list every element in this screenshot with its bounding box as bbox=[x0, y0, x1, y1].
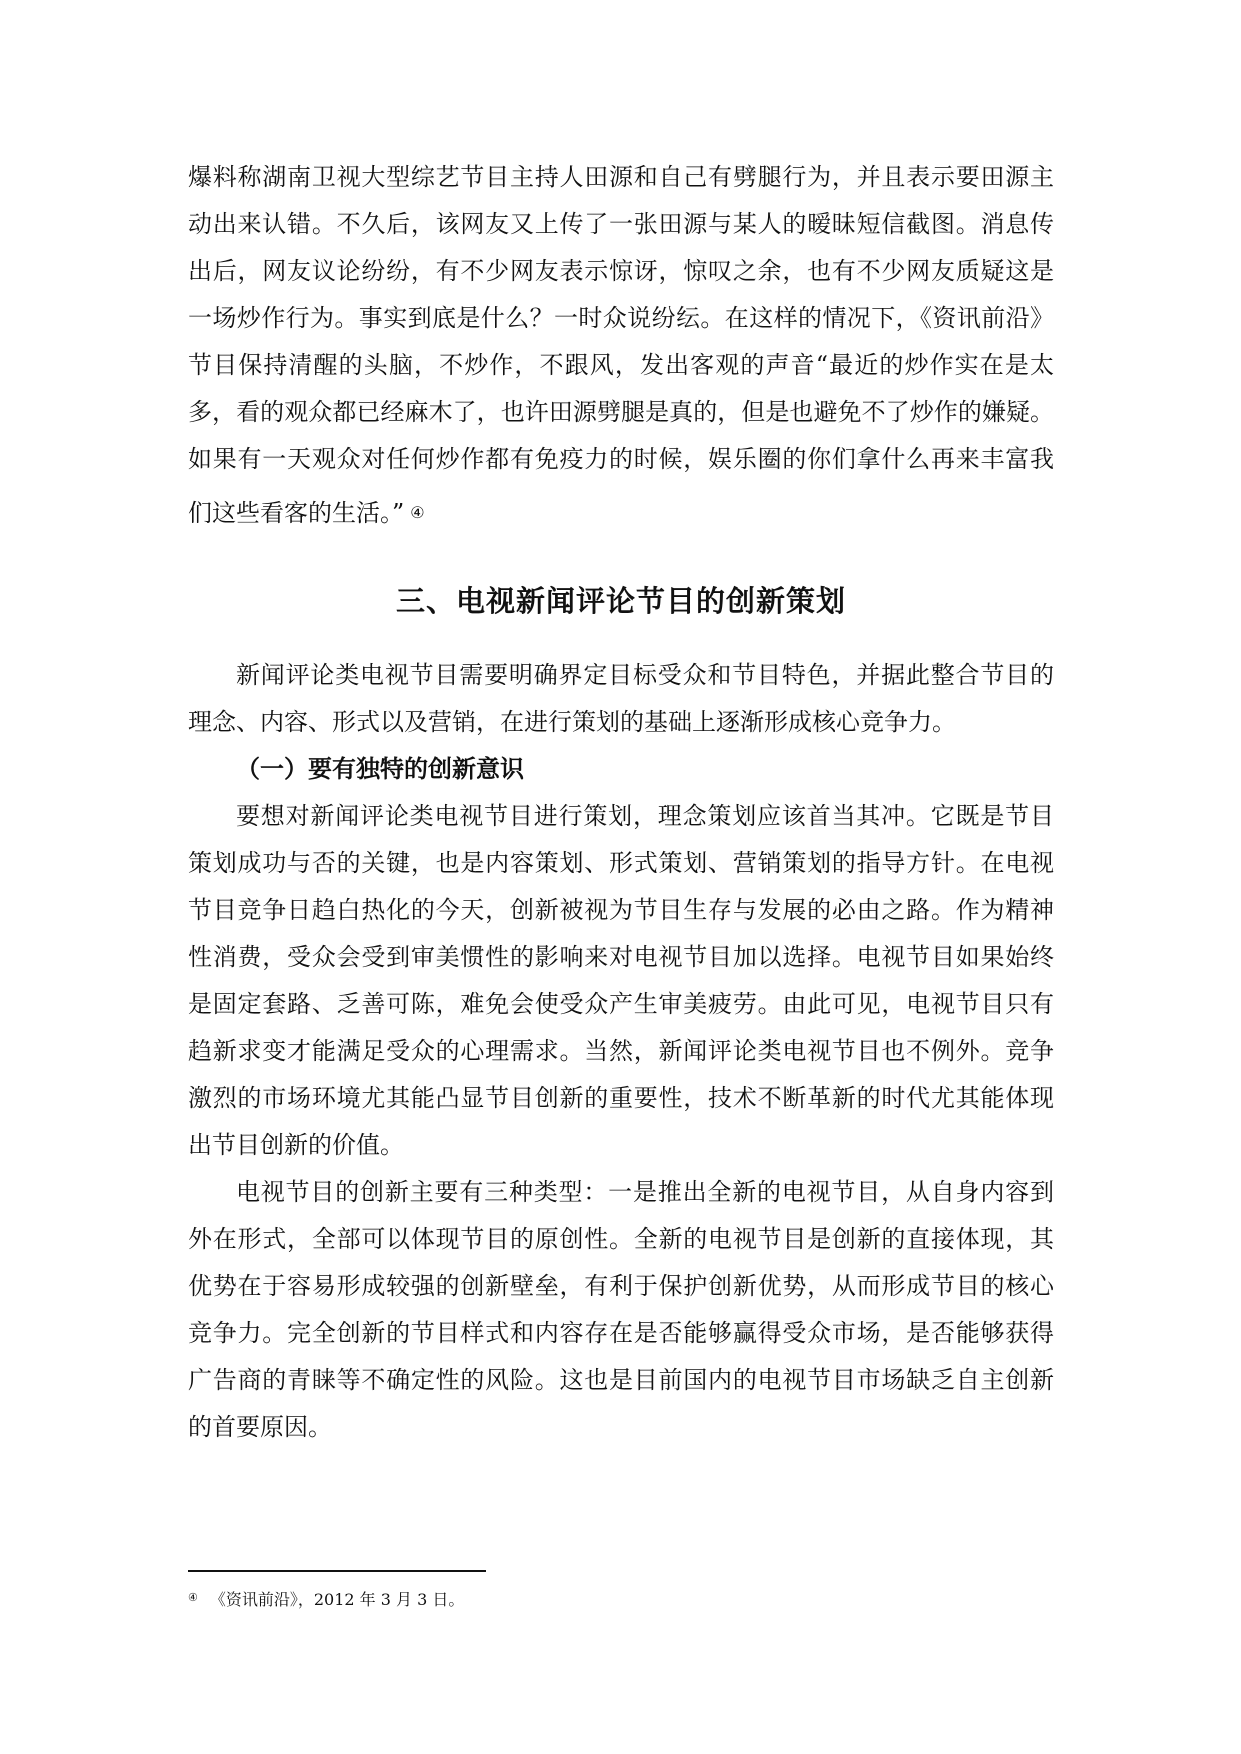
text-line: 出后，网友议论纷纷，有不少网友表示惊讶，惊叹之余，也有不少网友质疑这是 bbox=[188, 257, 1054, 285]
text-line: 优势在于容易形成较强的创新壁垒，有利于保护创新优势，从而形成节目的核心 bbox=[188, 1272, 1054, 1300]
footnote-number: ④ bbox=[188, 1591, 198, 1604]
text-line-end: 们这些看客的生活。” bbox=[188, 499, 405, 527]
text-line: 新闻评论类电视节目需要明确界定目标受众和节目特色，并据此整合节目的 bbox=[236, 661, 1054, 689]
text-line: 动出来认错。不久后，该网友又上传了一张田源与某人的暧昧短信截图。消息传 bbox=[188, 210, 1054, 238]
text-line: 如果有一天观众对任何炒作都有免疫力的时候，娱乐圈的你们拿什么再来丰富我 bbox=[188, 445, 1054, 473]
section-heading: 三、电视新闻评论节目的创新策划 bbox=[395, 584, 846, 618]
text-line: 策划成功与否的关键，也是内容策划、形式策划、营销策划的指导方针。在电视 bbox=[188, 849, 1054, 877]
text-line: 节目竞争日趋白热化的今天，创新被视为节目生存与发展的必由之路。作为精神 bbox=[188, 896, 1054, 924]
body-paragraph-1 bbox=[188, 793, 1054, 1169]
intro-paragraph bbox=[188, 652, 1054, 746]
text-line: 多，看的观众都已经麻木了，也许田源劈腿是真的，但是也避免不了炒作的嫌疑。 bbox=[188, 398, 1054, 426]
text-line: 节目保持清醒的头脑，不炒作，不跟风，发出客观的声音“最近的炒作实在是太 bbox=[188, 351, 1054, 379]
text-line: 一场炒作行为。事实到底是什么？一时众说纷纭。在这样的情况下，《资讯前沿》 bbox=[188, 304, 1054, 332]
text-line: 出节目创新的价值。 bbox=[188, 1131, 404, 1159]
text-line: 趋新求变才能满足受众的心理需求。当然，新闻评论类电视节目也不例外。竞争 bbox=[188, 1037, 1054, 1065]
text-line: 是固定套路、乏善可陈，难免会使受众产生审美疲劳。由此可见，电视节目只有 bbox=[188, 990, 1054, 1018]
subsection-heading: （一）要有独特的创新意识 bbox=[236, 755, 524, 783]
text-line: 性消费，受众会受到审美惯性的影响来对电视节目加以选择。电视节目如果始终 bbox=[188, 943, 1054, 971]
text-line: 激烈的市场环境尤其能凸显节目创新的重要性，技术不断革新的时代尤其能体现 bbox=[188, 1084, 1054, 1112]
text-line: 爆料称湖南卫视大型综艺节目主持人田源和自己有劈腿行为，并且表示要田源主 bbox=[188, 163, 1054, 191]
text-line: 的首要原因。 bbox=[188, 1413, 332, 1441]
text-line: 电视节目的创新主要有三种类型：一是推出全新的电视节目，从自身内容到 bbox=[236, 1178, 1054, 1206]
footnote-text: 《资讯前沿》，2012 年 3 月 3 日。 bbox=[209, 1590, 465, 1609]
text-line: 竞争力。完全创新的节目样式和内容存在是否能够赢得受众市场，是否能够获得 bbox=[188, 1319, 1054, 1347]
text-line: 理念、内容、形式以及营销，在进行策划的基础上逐渐形成核心竞争力。 bbox=[188, 708, 956, 736]
text-line: 要想对新闻评论类电视节目进行策划，理念策划应该首当其冲。它既是节目 bbox=[236, 802, 1054, 830]
text-line: 外在形式，全部可以体现节目的原创性。全新的电视节目是创新的直接体现，其 bbox=[188, 1225, 1054, 1253]
page-body bbox=[188, 154, 1054, 1451]
body-paragraph-2 bbox=[188, 1169, 1054, 1451]
footnote-divider bbox=[188, 1570, 486, 1572]
text-line-last bbox=[188, 483, 1054, 543]
footnote-reference: ④ bbox=[410, 503, 425, 522]
text-line: 广告商的青睐等不确定性的风险。这也是目前国内的电视节目市场缺乏自主创新 bbox=[188, 1366, 1054, 1394]
paragraph-continued bbox=[188, 154, 1054, 543]
footnote bbox=[188, 1586, 464, 1612]
